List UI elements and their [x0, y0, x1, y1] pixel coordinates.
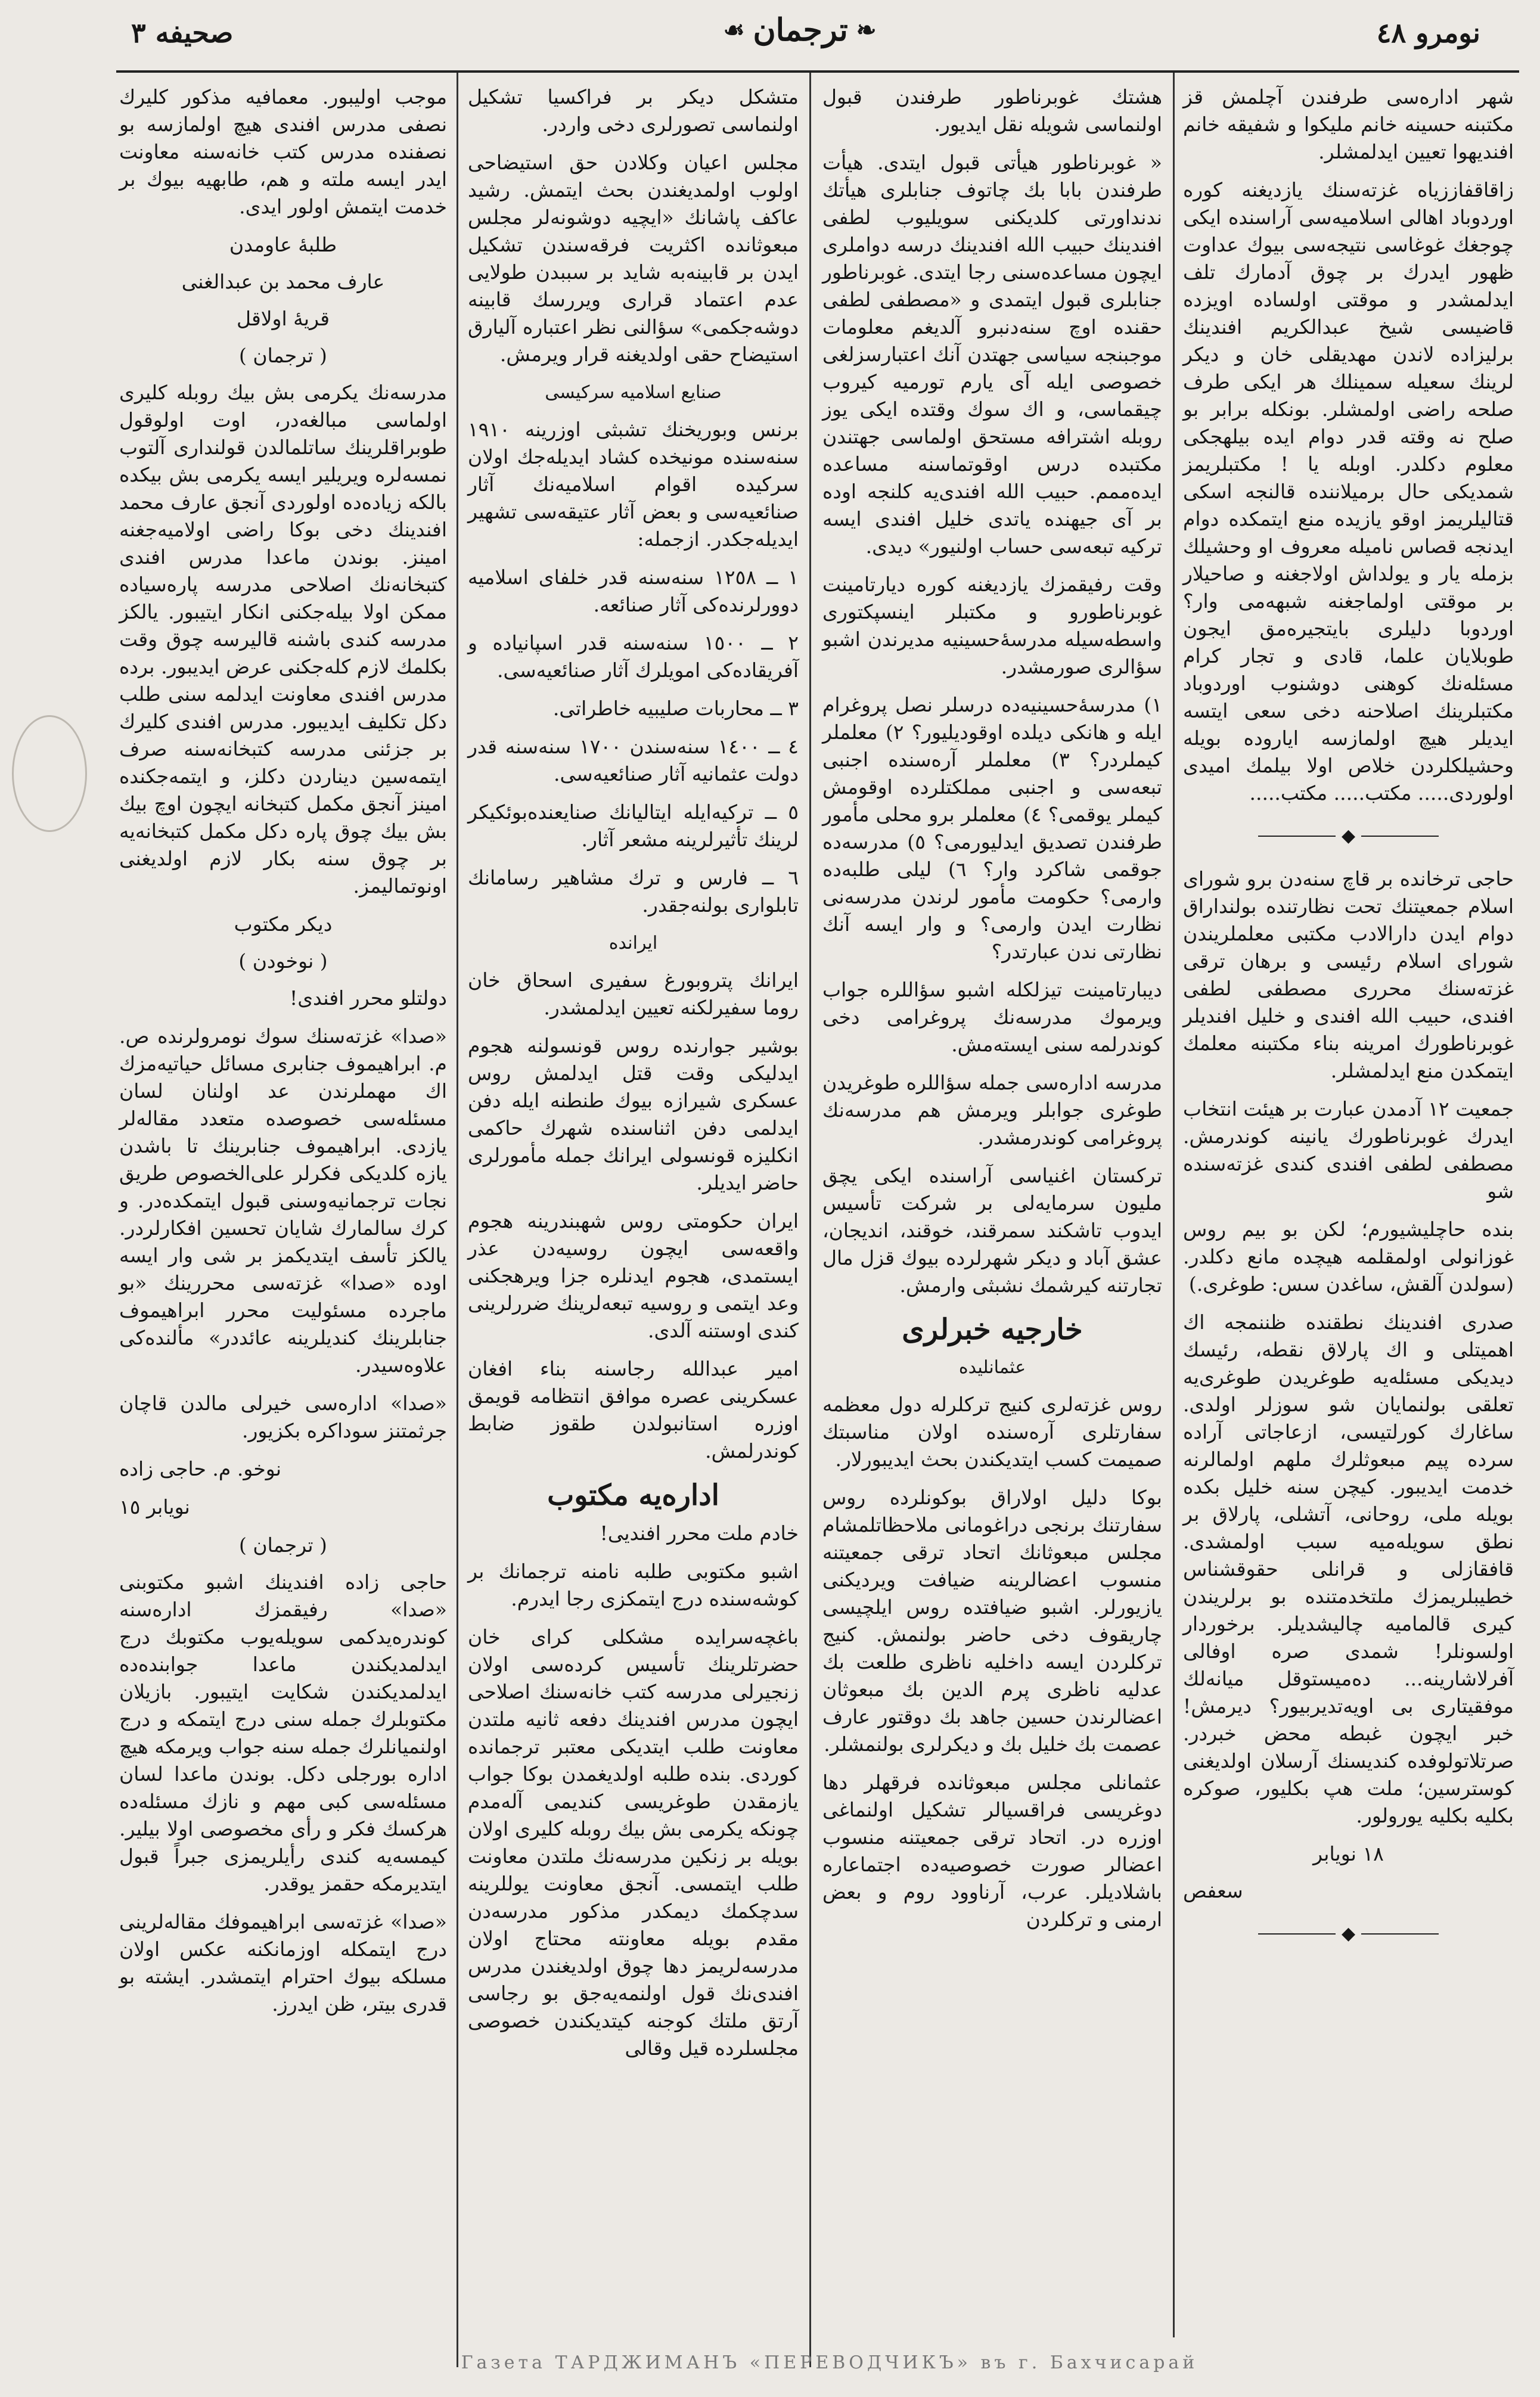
ornament-icon: ☙: [723, 16, 745, 44]
news-item: جمعیت ١٢ آدمدن عبارت بر هیئت انتخاب ایدرك غوبرناطورك یانینه کوندرمش. مصطفی لطفی افندی کندی غزتەسنده شو: [1183, 1097, 1514, 1203]
news-item: اشبو مکتوبی طلبه نامنه ترجمانك بر کوشەسنده درج ایتمکزی رجا ایدرم.: [468, 1560, 799, 1610]
signature: نوخو. م. حاجی زاده: [119, 1457, 282, 1480]
page-number: صحيفه ٣: [131, 17, 234, 49]
news-item: موجب اولیبور. معمافیه مذکور کلیرك نصفی مدرس افندی هیچ اولمازسه بو نصفنده مدرس کتب خانەسنه معاونت ایدر ایسه ملته و هم، طابهیه بیوك بر خدمت ایتمش اولور ایدی.: [119, 85, 447, 218]
news-item: «صدا» غزتەسی ابراهیموفك مقالەلرینی درج ایتمکله اوزمانکنه عکس اولان مسلکه بیوك احترام ایتمشدر. ایشته بو قدری بیتر، ظن ایدرز.: [119, 1910, 447, 2016]
news-item: روس غزتەلری کنیج ترکلرله دول معظمه سفارتلری آرەسنده اولان مناسبتك صمیمت کسب ایتدیکندن بحث ایدیبورلار.: [822, 1393, 1162, 1471]
news-item: برنس وبوریخنك تشبثی اوزرینه ١٩١٠ سنەسنده مونیخده کشاد ایدیلەجك اولان سرکیده اقوام اسلامیەنك آثار صنائعیه‌سی و بعض آثار عتیقەسی تشهیر ایدیلەجکدر. ازجمله:: [468, 418, 799, 551]
news-item: مدرسەنك یکرمی بش بیك روبله کلیری اولماسی مبالغەدر، اوت اولوقول طوبراقلرینك ساتلمالدن قولنداری آلتوب نمسه‌لره ویریلیر ایسه یکرمی بش بیکده بالکه زیاده‌ده اولوردی آنجق عارف محمد افندینك دخی بوکا راضی اولامیه‌جغنه امینز. بوندن ماعدا مدرس افندی کتبخانەنك اصلاحی مدرسه پاره‌سیاده ممکن اولا بیلەجکنی انکار ایتیبور. یالکز مدرسه کندی باشنه قالیرسه چوق وقت بکلمك لازم کلەجکنی عرض ایدیبور. برده مدرس افندی معاونت ایدلمه سنی طلب دکل تکلیف ایدیبور. مدرس افندی کلیرك بر جزئنی مدرسه کتبخانەسنه صرف ایتمەسین دیناردن دکلز، و ایتمەجکنده امینز آنجق مکمل کتبخانه ایچون اوچ بیك بش بیك چوق پاره دکل مکمل کتبخانەیه بر چوق سنه بکار لازم اولدیغنی اونوتمالیمز.: [119, 381, 447, 898]
editor-tag: ( ترجمان ): [239, 1533, 327, 1557]
letter-origin: ( نوخودن ): [238, 949, 328, 973]
news-item: ترکستان اغنیاسی آراسنده ایکی یچق ملیون سرمایه‌لی بر شرکت تأسیس ایدوب تاشکند سمرقند، خوقند، اندیجان، عشق آباد و دیکر شهرلرده بیوك قزل مال تجارتنه کیرشمك نشبثی وارمش.: [822, 1164, 1162, 1297]
place-name: قریۀ اولاقل: [236, 307, 330, 330]
news-item: عثمانلی مجلس مبعوثانده فرقهلر دها دوغریسی فراقسیالر تشکیل اولنماغی اوزره در. اتحاد ترقی جمعیتنه منسوب اعضالر صورت خصوصیه‌ده اجتماعاره باشلادیلر. عرب، آرناوود روم و بعض ارمنی و ترکلردن: [822, 1771, 1162, 1931]
section-heading: ادارەیه مکتوب: [547, 1479, 719, 1512]
news-item: بوشیر جوارنده روس قونسولنه هجوم ایدلیکی وقت قتل ایدلمش روس عسکری شیرازه بیوك طنطنه ایله دفن ایدلمی دفن اثناسنده شهرك حاکمی انکلیزه قونسولی ایرانك جمله مأمورلری حاضر ایدیلر.: [468, 1034, 799, 1194]
section-subheading: عثمانلیده: [958, 1357, 1026, 1378]
news-item: زاقاقفاززیاه غزتەسنك یازدیغنه کوره اوردوباد اهالی اسلامیەسی آراسنده ایکی چوجغك غوغاسی نتیجەسی بیوك عداوت ظهور ایدرك بر چوق آدمارك تلف ایدلمشدر و موقتی اولساده اویزدە قاضیسی شیخ عبدالکریم افندینك برلیزادە لاندن مهدیقلی خان و دیکر لرینك سعیله سمینلك هر ایکی طرف صلحه راضی اولمشلر. بونکله برابر بو صلح نه وقته قدر دوام ایده بیلهجکی معلوم دکلدر. اوبله یا ! مکتبلریمز شمدیکی حال برمیلاننده قالنجه اسکی قتالیلریمز اوقو یازیده منع ایتمکده دوام ایدنجه قصاس نامیله معروف او وحشیلك بزمله یار و یولداش اولاجغنه و صاحیلار بر موقتی اولماجغنه شبهەمی وار؟ اوردوبا دلیلری بایتجیرەمق ایجون طوبلایان علما، قادی و تجار کرام مسئلەنك کوهنی دوشنوب اوردوباد مکتبلرینك اصلاحنه دخی سعی ایتسه ایدیلر هیچ اولمازسه ایاروده بویله وحشیلکلردن خلاص اولا بیلمك امیدی اولوردی..... مکتب..... مکتب.....: [1183, 178, 1514, 805]
news-item: باغچەسرایده مشکلی کرای خان حضرتلرینك تأسیس کردەسی اولان زنجیرلی مدرسه کتب خانەسنك اصلاحی ایچون مدرس افندینك دفعه ثانیه ملتدن معاونت طلب ایتدیکی معتبر ترجمانده کوردی. بنده طلبه اولدیغمدن بوکا جواب یازمقدن طوغریسی کندیمی آلەمدم چونکه یکرمی بش بیك روبله کلیری اولان بویله بر زنکین مدرسەنك ملتدن معاونت طلب ایتمسی. آنجق معاونت یوللرینه سدچکمك دیمکدر مذکور مدرسەدن مقدم بویله معاونته محتاج اولان مدرسەلریمز دها چوق اولدیغندن مدرس افندی‌نك قول اولنمه‌یه‌جق بو رجاسی آرتق ملتك کوجنه کیتدیکندن خصوصی مجلسلرده قیل وقالی: [468, 1625, 799, 2060]
library-stamp: [12, 715, 87, 832]
column-divider: [809, 73, 811, 2367]
list-item: ٣ ــ محاربات صلیبیه خاطراتی.: [552, 697, 799, 720]
news-item: مدرسه ادارەسی جمله سؤاللره طوغریدن طوغری جوابلر ویرمش هم مدرسەنك پروغرامی کوندرمشدر.: [822, 1071, 1162, 1149]
list-item: ١ ــ ١٢٥٨ سنەسنه قدر خلفای اسلامیه دوورلرندەکی آثار صنائعه.: [468, 566, 799, 616]
news-item: «صدا» ادارەسی خیرلی مالدن قاچان جرثمتنز سوداکره بکزیور.: [119, 1392, 447, 1442]
column-1: [1183, 83, 1514, 1963]
news-item: متشکل دیکر بر فراکسیا تشکیل اولنماسی تصورلری دخی واردر.: [468, 85, 799, 136]
column-4: [119, 83, 447, 2029]
news-item: حاجی زاده افندینك اشبو مکتوبنی «صدا» رفیقمزك ادارەسنه کوندرەیدکمی سویلەیوب مکتوبك درج ایدلمدیکندن ماعدا جوابنده‌ده ایدلمدیکندن شکایت ایتیبور. بازیلان مکتوبلرك جمله سنی درج ایتمکه و درج اولنمیانلرك جمله سنه جواب ویرمکه هیچ اداره بورجلی دکل. بوندن ماعدا لسان مسئلەسی کبی مهم و نازك مسئلەده هرکسك فکر و رأی مخصوصی اولا بیلیر. کیمسەیه کندی رأیلریمزی جبراً قبول ایتدیرمکه حقمز یوقدر.: [119, 1570, 447, 1895]
column-divider: [457, 73, 458, 2367]
column-3: [468, 83, 799, 2073]
paper-title-text: ترجمان: [753, 12, 848, 48]
imprint-footer: Газета ТАРДЖИМАНЪ «ПЕРЕВОДЧИКЪ» въ г. Бахчисарай: [461, 2352, 1199, 2373]
news-item: ١) مدرسۀحسینیه‌ده درسلر نصل پروغرام ایله و هانکی دیلده اوقودیلیور؟ ٢) معلملر کیملردر؟ ٣) معلملر آرەسنده اجنبی تبعەسی و اجنبی مملکتلرده اوقومش کیملر یوقمی؟ ٤) معلملر برو محلی مأمور طرفندن تصدیق ایدلیورمی؟ ٥) مدرسەده جوقمی شاکرد وار؟ ٦) لیلی طلبەده وارمی؟ حکومت مأمور لرندن مدرسەنی نظارت ایدن وارمی؟ و وار ایسه آنك نظارتی ندن عبارتدر؟: [822, 693, 1162, 963]
signature: سعفص: [1183, 1879, 1243, 1902]
separator: ◆: [1183, 822, 1514, 850]
news-item: دیبارتامینت تیزلکله اشبو سؤاللره جواب ویرموك مدرسەنك پروغرامی دخی کوندرلمه سنی ایستەمش.: [822, 978, 1162, 1056]
header-divider: [116, 70, 1519, 73]
news-item: ایرانك پتروبورغ سفیری اسحاق خان روما سفیرلکنه تعیین ایدلمشدر.: [468, 968, 799, 1019]
subheading: صنایع اسلامیه سرکیسی: [545, 382, 722, 403]
signature: عارف محمد بن عبدالغنی: [181, 270, 385, 293]
news-item: بنده حاچلیشیورم؛ لکن بو بیم روس غوزانولی اولمقلمه هیچده مانع دکلدر. (سولدن آلقش، ساغدن سس: طوغری.): [1183, 1218, 1514, 1296]
letter-heading: دیکر مکتوب: [234, 912, 333, 936]
editor-tag: ( ترجمان ): [239, 344, 327, 367]
dateline: ١٨ نویابر: [1313, 1842, 1384, 1865]
section-heading: خارجیه خبرلری: [902, 1313, 1083, 1346]
letter-salutation: دولتلو محرر افندی!: [289, 986, 447, 1010]
news-item: صدری افندینك نطقنده ظننمجه اك اهمیتلی و اك پارلاق نقطه، رئیسك دیدیکی مسئلەیە طوغریدن طوغری‌یه تعلقی بولنمایان شو سوزلر اولدی. ساغارك کورلتیسی، ازعاجاتی آراده سرده پیم مبعوثلرك ملهم اولمالرنه خدمت ایدیبور. کیچن سنه خلیل بکده بویله ملی، روحانی، آتشلی، پارلاق بر نطق سویلەمیە سبب اولمشدی. قافقازلی و قرانلی حقوقشناس خطیبلریمزك ملتخدمتنده بو برلریندن کیری قالمامیه چالیشدیلر. برخوردار اولسونلر! شمدی صره اوفالی آفرلاشارینه... دەمیستوقل میانەلك موفقیتاری بی اویەتدیربیور؟ دیرمش! خبر ایچون غبطه محض خبردر. صرتلاتولوفده کندیسنك آرسلان اولدیغنی کوسترسین؛ ملت هپ بکلیور، صوکره بکلیه بکلیه یورولور.: [1183, 1311, 1514, 1827]
list-item: ٢ ــ ١٥٠٠ سنەسنه قدر اسپانیاده و آفریقاده‌کی امویلرك آثار صنائعیه‌سی.: [468, 631, 799, 682]
column-divider: [1173, 73, 1175, 2337]
list-item: ٦ ــ فارس و ترك مشاهیر رسامانك تابلوارى بولنه‌جقدر.: [468, 866, 799, 917]
list-item: ٥ ــ ترکیه‌ایله ایتالیانك صنایعنده‌بوئکیکر لرینك تأثیرلرینه مشعر آثار.: [468, 800, 799, 851]
news-item: امیر عبدالله رجاسنه بناء افغان عسکرینی عصره موافق انتظامه قویمق اوزره استانبولدن طقوز ضابط کوندرلمش.: [468, 1357, 799, 1463]
column-2: [822, 83, 1162, 1944]
separator: ◆: [1183, 1920, 1514, 1948]
news-item: شهر ادارەسی طرفندن آچلمش قز مکتبنه حسینه خانم ملیکوا و شفیقه خانم افندیهوا تعیین ایدلمشلر.: [1183, 85, 1514, 163]
news-item: وقت رفیقمزك یازدیغنه کوره دیارتامینت غوبرناطورو و مکتبلر اینسپکتوری واسطه‌سیله مدرسۀحسینیه مدیرندن اشبو سؤالری صورمشدر.: [822, 573, 1162, 678]
dateline: نویابر ١٥: [119, 1495, 190, 1519]
news-item: هشتك غوبرناطور طرفندن قبول اولنماسی شویله نقل ایدیور.: [822, 85, 1162, 136]
ornament-icon: ❧: [856, 16, 877, 44]
news-item: « غوبرناطور هیأتی قبول ایتدی. هیأت طرفندن بابا بك چاتوف جنابلری هیأتك ندنداورتی کلدیکنی سویلیوب لطفی افندینك حبیب الله افندینك درسه دواملری ایچون مساعدەسنی رجا ایتدی. غوبرناطور جنابلری قبول ایتمدی و «مصطفی لطفی حقنده اوچ سنەدنبرو آلدیغم معلومات موجبنجه سیاسی جهتدن آنك اعتبارسزلغی خصوصی ایله آی یارم تورمیه کیروب چیقماسی، و اك سوك وقتده ایکی یوز روبله اشترافه مستحق اولماسی جهتندن مکتبده درس اوقوتماسنه مساعده ایدەممم. حبیب الله افندی‌یه کلنجه اوده بر آی جیهنده یاتدی خلیل افندی ایسه ترکیه تبعەسی حساب اولنیور» دیدی.: [822, 151, 1162, 558]
issue-number: نومرو ٤٨: [1376, 17, 1480, 49]
paper-title: [724, 12, 877, 48]
masthead: [95, 6, 1504, 66]
news-item: ایران حکومتی روس شهبندرینه هجوم واقعه‌سی ایچون روسیه‌دن عذر ایستمدی، هجوم ایدنلره جزا ویرهجکنی وعد ایتمی و روسیه تبعه‌لرینك ضررلرینی کندی اوستنه آلدی.: [468, 1209, 799, 1342]
news-item: بوکا دلیل اولاراق بوکونلرده روس سفارتنك برنجی دراغومانی ملاحظاتلمشام مجلس مبعوثانك اتحاد ترقی جمعیتنه منسوب اعضالرینه ضیافت ویردیکنی یازیورلر. اشبو ضیافتده روس ایلچیسی چاریقوف دخی حاضر بولنمش. کنیج ترکلردن ایسه داخلیه ناظری طلعت بك عدلیه ناظری پرم الدین بك مبعوثان اعضالرندن حسین جاهد بك دوقتور عارف عصمت بك خلیل بك و دیکرلری بولنمشلر.: [822, 1486, 1162, 1756]
news-item: مجلس اعیان وکلادن حق استیضاحی اولوب اولمدیغندن بحث ایتمش. رشید عاکف پاشانك «ایچیه دوشونه‌لر مجلس مبعوثانده اکثریت فرقەسندن تشکیل ایدن بر قابینه‌به شاید بر سببدن طولایی عدم اعتماد قراری ویررسك قابینه دوشەجکمی» سؤالنی نظر اعتباره آلیارق استیضاح حقی اولدیغنه قرار ویرمش.: [468, 151, 799, 366]
news-item: حاجی ترخانده بر قاچ سنەدن برو شورای اسلام جمعیتنك تحت نظارتنده بولنداراق دوام ایدن دارالادب مکتبی معلملریندن شورای اسلام رئیسی و برهان ترقی غزتەسنك محرری مصطفی لطفی افندی، حبیب الله افندی و خلیل افندیلر غوبرناطورك امرینه بناء مکتبنه معلمك ایتمکدن منع ایدلمشلر.: [1183, 867, 1514, 1082]
letter-salutation: خادم ملت محرر افندیی!: [600, 1522, 799, 1545]
signature: طلبهٔ عاومدن: [229, 233, 337, 256]
news-item: «صدا» غزتەسنك سوك نومرولرنده ص. م. ابراهیموف جنابری مسائل حیاتیه‌مزك اك مهملرندن عد اولنان لسان مسئلەسی خصوصده متعدد مقالەلر یازدی. ابراهیموف جنابرینك تا باشدن یازه کلدیکی فکرلر علی‌الخصوص طریق نجات ترجمانیه‌وسنی قبول ایتمکدەدر. و کرك سالمارك شایان تحسین افکارلردر. یالکز تأسف ایتدیکمز بر شی وار ایسه اوده «صدا» غزتەسی محررینك «بو ماجرده مسئولیت محرر ابراهیموف جنابلرینك کندیلرینه عائددر» مألنده‌کی علاوەسیدر.: [119, 1024, 447, 1377]
subheading: ایرانده: [608, 933, 658, 954]
list-item: ٤ ــ ١٤٠٠ سنەسندن ١٧٠٠ سنەسنه قدر دولت عثمانیه آثار صنائعیه‌سی.: [468, 735, 799, 785]
